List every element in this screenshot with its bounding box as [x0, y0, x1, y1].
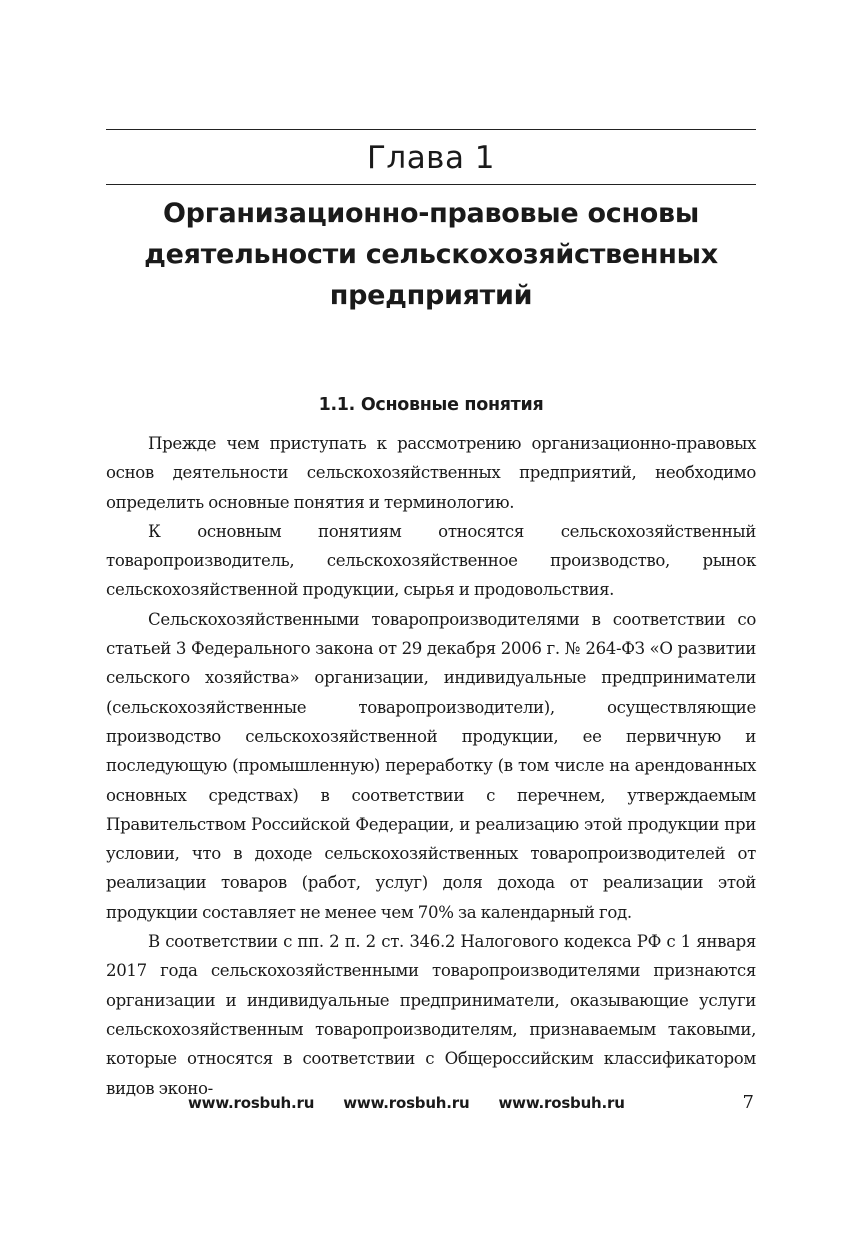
paragraph: Прежде чем приступать к рассмотрению организационно-правовых основ деятельности сельскохозяйственных предприятий, необходимо определить основные понятия и терминологию.: [106, 434, 756, 512]
chapter-top-rule: [106, 129, 756, 130]
footer-link: www.rosbuh.ru: [188, 1094, 315, 1112]
chapter-title-line: деятельности сельскохозяйственных: [144, 239, 718, 270]
page-footer: [106, 1089, 756, 1117]
section-title: 1.1. Основные понятия: [318, 395, 544, 415]
chapter-title-line: предприятий: [329, 280, 533, 311]
chapter-title-line: Организационно-правовые основы: [163, 198, 699, 229]
chapter-label: Глава 1: [366, 140, 496, 176]
footer-link: www.rosbuh.ru: [498, 1094, 625, 1112]
paragraph: К основным понятиям относятся сельскохозяйственный товаропроизводитель, сельскохозяйственное производство, рынок сельскохозяйственной продукции, сырья и продовольствия.: [106, 521, 756, 600]
paragraph: Сельскохозяйственными товаропроизводителями в соответствии со статьей 3 Федерального закона от 29 декабря 2006 г. № 264-ФЗ «О развитии сельского хозяйства» организации, индивидуальные предприниматели (сельскохозяйственные товаропроизводители), осуществляющие производство сельскохозяйственной продукции, ее первичную и последующую (промышленную) переработку (в том числе на арендованных основных средствах) в соответствии с перечнем, утверждаемым Правительством Российской Федерации, и реализацию этой продукции при условии, что в доходе сельскохозяйственных товаропроизводителей от реализации товаров (работ, услуг) доля дохода от реализации этой продукции составляет не менее чем 70% за календарный год.: [106, 609, 756, 922]
body-text: [106, 429, 756, 1103]
footer-links: [188, 1089, 649, 1117]
chapter-title: [106, 193, 756, 316]
page-number: 7: [742, 1092, 754, 1113]
chapter-bottom-rule: [106, 184, 756, 185]
footer-link: www.rosbuh.ru: [343, 1094, 470, 1112]
paragraph: В соответствии с пп. 2 п. 2 ст. 346.2 Налогового кодекса РФ с 1 января 2017 года сельскохозяйственными товаропроизводителями признаются организации и индивидуальные предприниматели, оказывающие услуги сельскохозяйственным товаропроизводителям, признаваемым таковыми, которые относятся в соответствии с Общероссийским классификатором видов эконо-: [106, 932, 756, 1098]
